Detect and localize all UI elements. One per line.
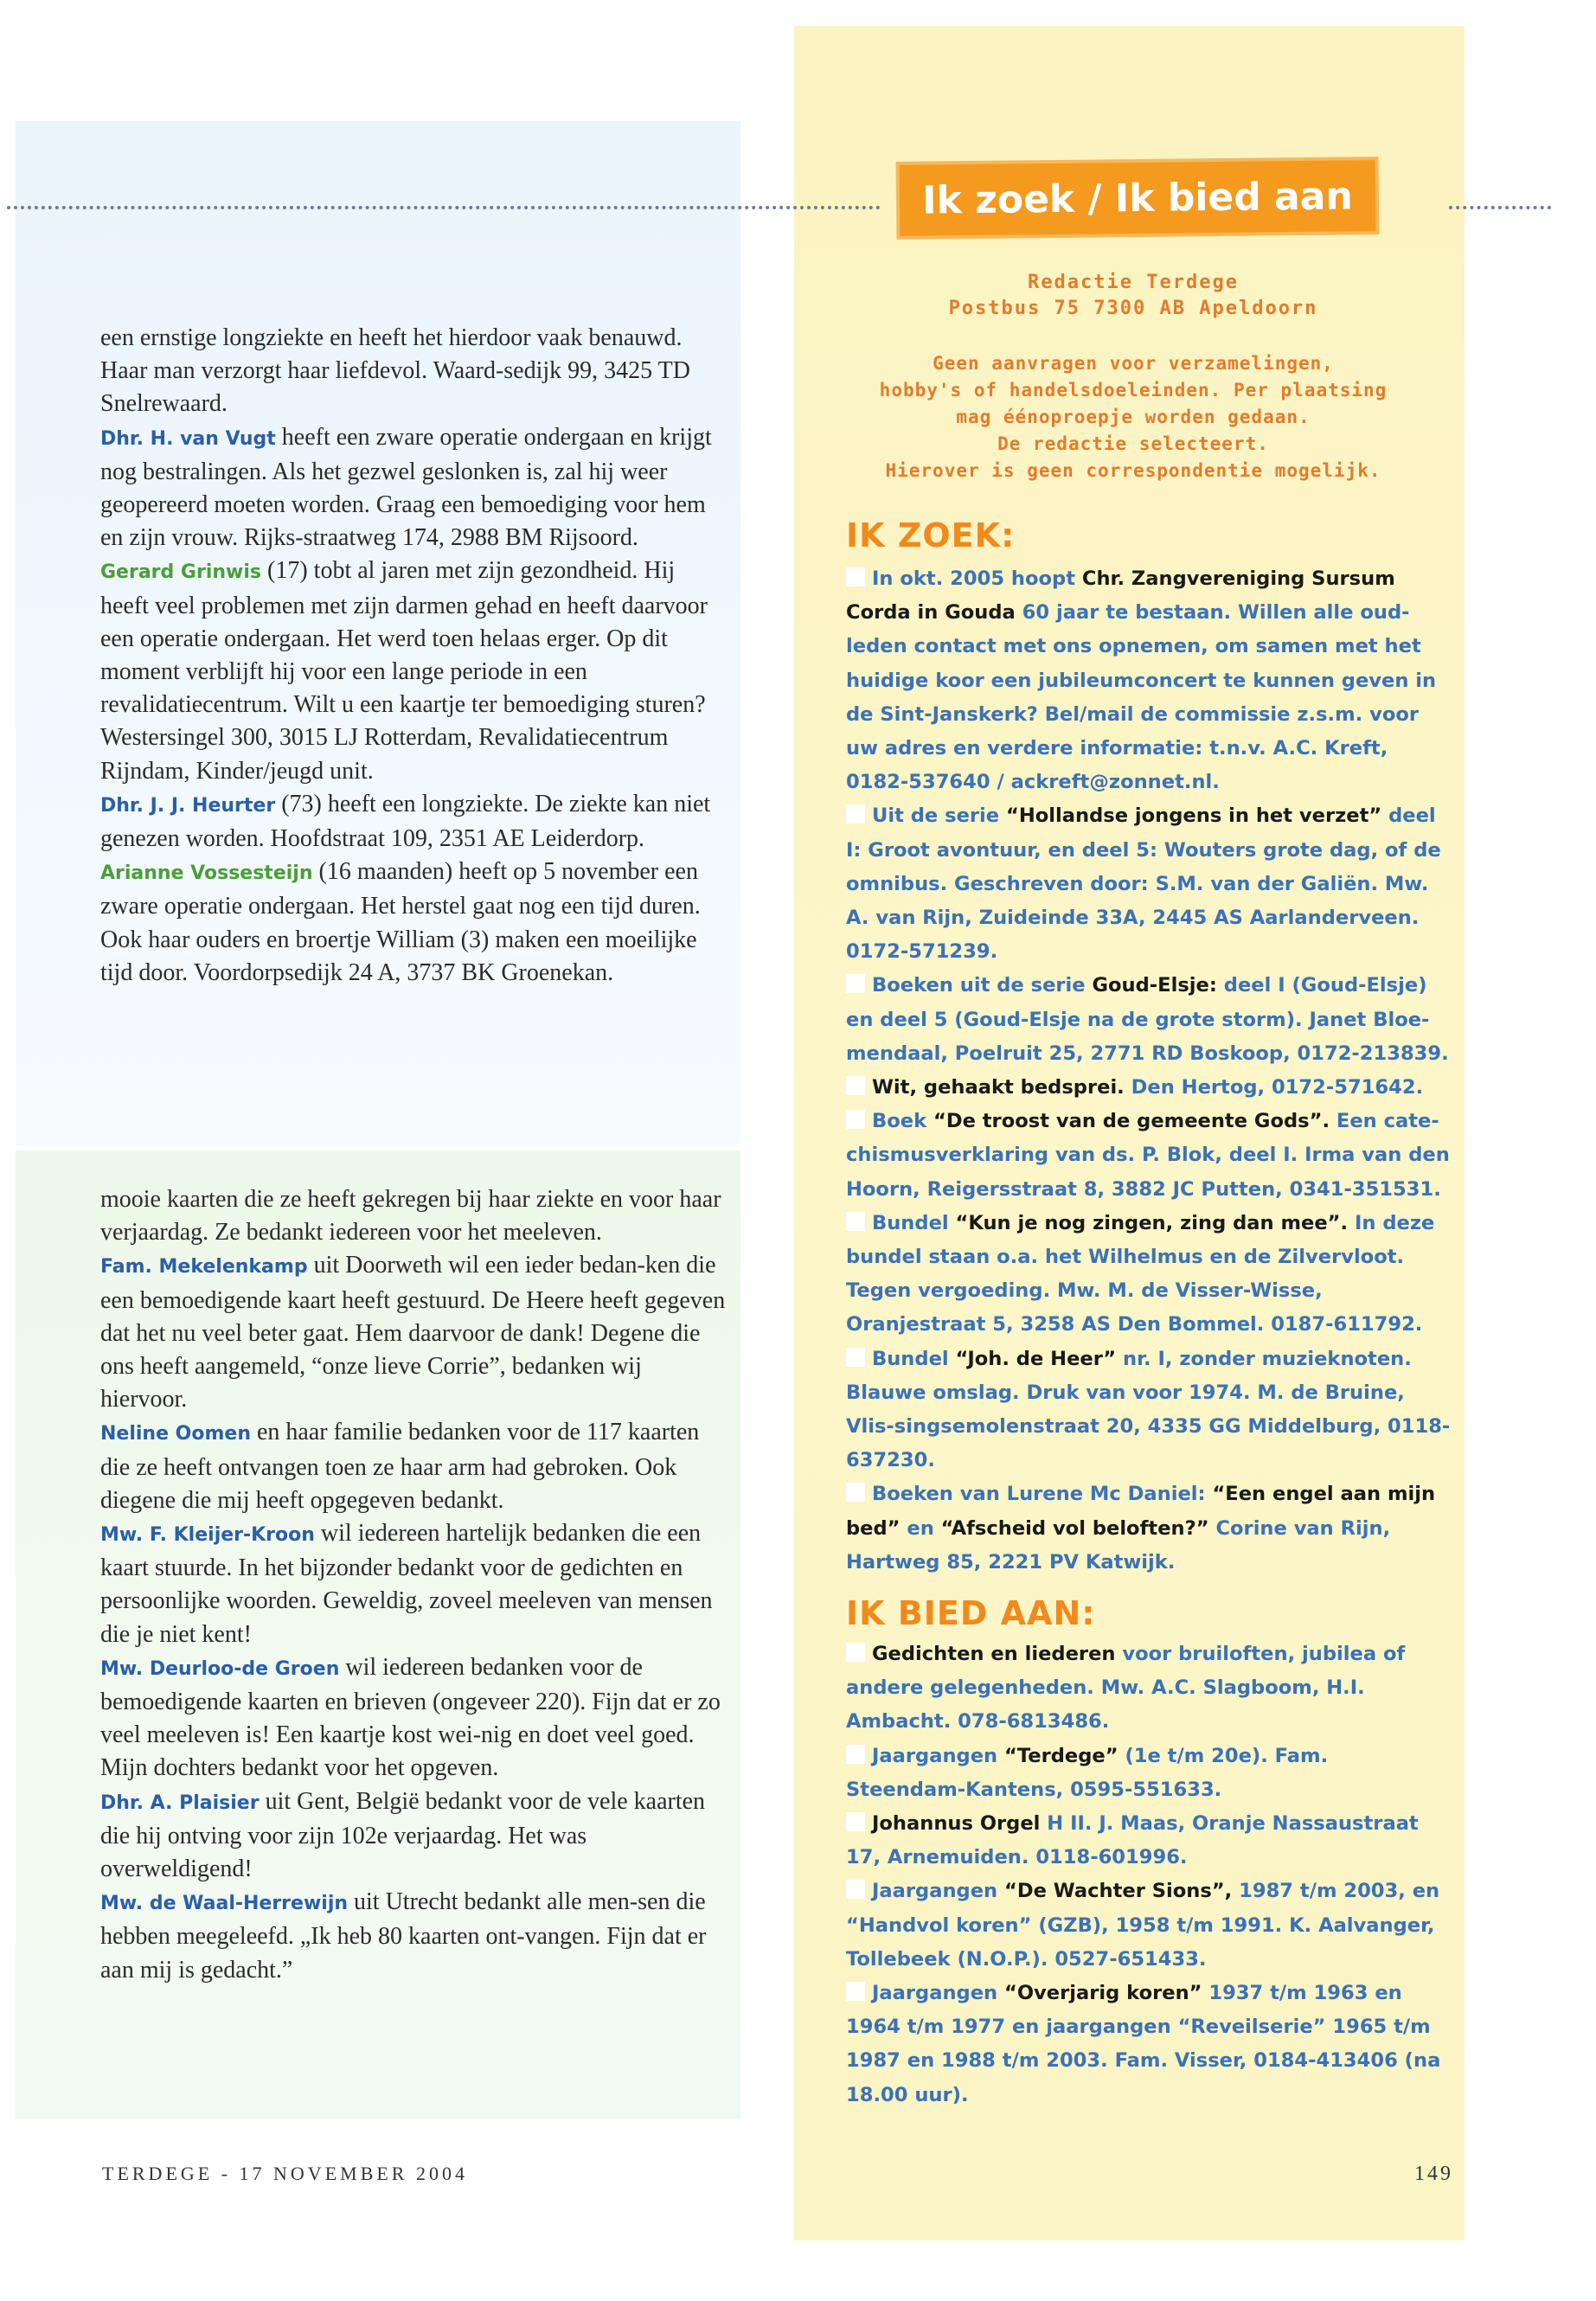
item-highlight: “Een engel aan mijn bed” bbox=[846, 1483, 1436, 1540]
item-intro: Bundel bbox=[872, 1347, 956, 1370]
item-highlight: Goud-Elsje: bbox=[1092, 974, 1217, 997]
address-line: Redactie Terdege bbox=[1028, 272, 1239, 293]
bullet-icon bbox=[846, 1982, 865, 2001]
paragraph-text: uit Gent, België bedankt voor de vele kaarten die hij ontving voor zijn 102e verjaardag. Het was overweldigend! bbox=[100, 1787, 706, 1883]
item-intro: Jaargangen bbox=[872, 1982, 1004, 2005]
ik-zoek-list bbox=[846, 562, 1453, 1580]
item-highlight: “Terdege” bbox=[1004, 1744, 1118, 1767]
item-highlight: “Afscheid vol beloften?” bbox=[940, 1516, 1209, 1540]
item-intro: Boeken uit de serie bbox=[872, 974, 1093, 997]
classified-item bbox=[846, 799, 1453, 969]
article-paragraph bbox=[100, 322, 727, 421]
item-highlight: Wit, gehaakt bedsprei. bbox=[872, 1076, 1125, 1099]
item-details: 60 jaar te bestaan. Willen alle oud-leden contact met ons opnemen, om samen met het huidige koor een jubileumconcert te kunnen geven in de Sint-Janskerk? Bel/mail de commissie z.s.m. voor uw adres en verdere informatie: t.n.v. A.C. Kreft, 0182-537640 / ackreft@zonnet.nl. bbox=[846, 601, 1437, 794]
paragraph-text: en haar familie bedanken voor de 117 kaarten die ze heeft ontvangen toen ze haar arm had gebroken. Ook diegene die mij heeft opgegeven bedankt. bbox=[100, 1419, 700, 1514]
classified-item bbox=[846, 1875, 1453, 1977]
ik-zoek-title: IK ZOEK: bbox=[846, 516, 1016, 554]
item-details: (1e t/m 20e). Fam. Steendam-Kantens, 0595-551633. bbox=[846, 1744, 1329, 1801]
item-highlight: “Overjarig koren” bbox=[1004, 1982, 1202, 2005]
item-highlight: “Joh. de Heer” bbox=[955, 1347, 1117, 1370]
item-intro: In okt. 2005 hoopt bbox=[872, 567, 1082, 590]
paragraph-text: (17) tobt al jaren met zijn gezondheid. Hij heeft veel problemen met zijn darmen gehad en heeft daarvoor een operatie ondergaan. Het werd toen helaas erger. Op dit moment verblijft hij voor een lange periode in een revalidatiecentrum. Wilt u een kaartje ter bemoediging sturen? Westersingel 300, 3015 LJ Rotterdam, Revalidatiecentrum Rijndam, Kinder/jeugd unit. bbox=[100, 557, 708, 785]
paragraph-text: wil iedereen hartelijk bedanken die een kaart stuurde. In het bijzonder bedankt voor de gedichten en persoonlijke woorden. Geweldig, zoveel meeleven van mensen die je niet kent! bbox=[100, 1520, 713, 1648]
dotted-rule-right bbox=[1449, 206, 1551, 209]
item-details: deel I: Groot avontuur, en deel 5: Wouters grote dag, of de omnibus. Geschreven door: S.M. van der Galiën. Mw. A. van Rijn, Zuideinde 33A, 2445 AS Aarlanderveen. 0172-571239. bbox=[846, 804, 1441, 964]
notice-block bbox=[830, 350, 1436, 484]
bullet-icon bbox=[846, 1076, 865, 1095]
left-top-column bbox=[100, 322, 727, 990]
address-block bbox=[830, 270, 1436, 322]
classified-item bbox=[846, 1740, 1453, 1807]
paragraph-text: uit Doorweth wil een ieder bedan-ken die een bemoedigende kaart heeft gestuurd. De Heere heeft gegeven dat het nu veel beter gaat. Hem daarvoor de dank! Degene die ons heeft aangemeld, “onze lieve Corrie”, bedanken wij hiervoor. bbox=[100, 1252, 726, 1413]
bullet-icon bbox=[846, 1110, 865, 1129]
item-intro: Jaargangen bbox=[872, 1880, 1004, 1903]
item-intro: Uit de serie bbox=[872, 804, 1006, 828]
notice-line: De redactie selecteert. bbox=[997, 433, 1269, 454]
classified-item bbox=[846, 1977, 1453, 2112]
item-details: en bbox=[900, 1516, 941, 1540]
classified-item bbox=[846, 1105, 1453, 1207]
article-paragraph bbox=[100, 421, 727, 555]
person-name: Arianne Vossesteijn bbox=[100, 862, 313, 885]
person-name: Mw. Deurloo-de Groen bbox=[100, 1657, 340, 1680]
bullet-icon bbox=[846, 1745, 865, 1764]
item-intro: Boek bbox=[872, 1110, 933, 1133]
item-intro: Boeken van Lurene Mc Daniel: bbox=[872, 1483, 1213, 1506]
paragraph-text: (16 maanden) heeft op 5 november een zware operatie ondergaan. Het herstel gaat nog een tijd duren. Ook haar ouders en broertje William (3) maken een moeilijke tijd door. Voordorpsedijk 24 A, 3737 BK Groenekan. bbox=[100, 858, 701, 986]
item-details: 1937 t/m 1963 en 1964 t/m 1977 en jaargangen “Reveilserie” 1965 t/m 1987 en 1988 t/m 2003. Fam. Visser, 0184-413406 (na 18.00 uur). bbox=[846, 1982, 1441, 2106]
bullet-icon bbox=[846, 1483, 865, 1502]
ik-bied-aan-title: IK BIED AAN: bbox=[846, 1594, 1096, 1632]
person-name: Mw. F. Kleijer-Kroon bbox=[100, 1524, 315, 1547]
person-name: Gerard Grinwis bbox=[100, 561, 262, 584]
bullet-icon bbox=[846, 804, 865, 824]
article-paragraph bbox=[100, 1785, 727, 1887]
item-details: voor bruiloften, jubilea of andere gelegenheden. Mw. A.C. Slagboom, H.I. Ambacht. 078-6813486. bbox=[846, 1643, 1406, 1734]
paragraph-text: uit Utrecht bedankt alle men-sen die hebben meegeleefd. „Ik heb 80 kaarten ont-vangen. Fijn dat er aan mij is gedacht.” bbox=[100, 1888, 707, 1984]
person-name: Dhr. A. Plaisier bbox=[100, 1791, 260, 1814]
item-highlight: Chr. Zangvereniging Sursum Corda in Gouda bbox=[846, 567, 1395, 625]
classified-item bbox=[846, 1638, 1453, 1740]
bullet-icon bbox=[846, 1812, 865, 1831]
classified-item bbox=[846, 969, 1453, 1071]
person-name: Dhr. H. van Vugt bbox=[100, 427, 276, 450]
article-paragraph bbox=[100, 1517, 727, 1651]
classified-item bbox=[846, 1477, 1453, 1580]
page-number: 149 bbox=[1414, 2163, 1453, 2185]
article-paragraph bbox=[100, 1183, 727, 1249]
article-paragraph bbox=[100, 1886, 727, 1987]
bullet-icon bbox=[846, 1212, 865, 1231]
section-header bbox=[900, 160, 1376, 236]
item-details: Den Hertog, 0172-571642. bbox=[1124, 1076, 1424, 1099]
left-bottom-column bbox=[100, 1183, 727, 1987]
classified-item bbox=[846, 1071, 1453, 1105]
item-highlight: “Hollandse jongens in het verzet” bbox=[1005, 804, 1382, 828]
article-paragraph bbox=[100, 856, 727, 990]
bullet-icon bbox=[846, 1643, 865, 1662]
item-details: nr. I, zonder muzieknoten. Blauwe omslag. Druk van voor 1974. M. de Bruine, Vlis-singsemolenstraat 20, 4335 GG Middelburg, 0118-637230. bbox=[846, 1347, 1451, 1472]
person-name: Mw. de Waal-Herrewijn bbox=[100, 1893, 349, 1915]
person-name: Neline Oomen bbox=[100, 1423, 251, 1445]
paragraph-text: wil iedereen bedanken voor de bemoedigende kaarten en brieven (ongeveer 220). Fijn dat er zo veel meeleven is! Een kaartje kost wei-nig en doet veel goed. Mijn dochters bedankt voor het opgeven. bbox=[100, 1653, 721, 1782]
paragraph-text: (73) heeft een longziekte. De ziekte kan niet genezen worden. Hoofdstraat 109, 2351 AE Leiderdorp. bbox=[100, 790, 711, 853]
paragraph-text: mooie kaarten die ze heeft gekregen bij haar ziekte en voor haar verjaardag. Ze bedankt iedereen voor het meeleven. bbox=[100, 1186, 721, 1247]
classified-item bbox=[846, 562, 1453, 799]
dotted-rule-left bbox=[7, 206, 881, 209]
address-line: Postbus 75 7300 AB Apeldoorn bbox=[948, 298, 1318, 319]
article-paragraph bbox=[100, 554, 727, 787]
item-details: deel I (Goud-Elsje) en deel 5 (Goud-Elsje na de grote storm). Janet Bloe-mendaal, Poelruit 25, 2771 RD Boskoop, 0172-213839. bbox=[846, 974, 1449, 1065]
item-details: 1987 t/m 2003, en “Handvol koren” (GZB), 1958 t/m 1991. K. Aalvanger, Tollebeek (N.O.P.). 0527-651433. bbox=[846, 1880, 1440, 1971]
item-details: Corine van Rijn, Hartweg 85, 2221 PV Katwijk. bbox=[846, 1516, 1391, 1574]
item-highlight: Johannus Orgel bbox=[872, 1812, 1041, 1836]
ik-bied-aan-list bbox=[846, 1638, 1453, 2112]
item-intro: Jaargangen bbox=[872, 1744, 1004, 1767]
notice-line: Geen aanvragen voor verzamelingen, bbox=[933, 353, 1334, 374]
item-intro: Bundel bbox=[872, 1211, 956, 1234]
section-header-title: Ik zoek / Ik bied aan bbox=[921, 173, 1354, 223]
notice-line: hobby's of handelsdoeleinden. Per plaatsing bbox=[879, 380, 1388, 401]
classified-item bbox=[846, 1807, 1453, 1875]
paragraph-text: heeft een zware operatie ondergaan en krijgt nog bestralingen. Als het gezwel geslonken is, zal hij weer geopereerd moeten worden. Graag een bemoediging voor hem en zijn vrouw. Rijks-straatweg 174, 2988 BM Rijsoord. bbox=[100, 423, 712, 552]
footer-publication: TERDEGE - 17 NOVEMBER 2004 bbox=[102, 2163, 468, 2184]
item-highlight: Gedichten en liederen bbox=[872, 1643, 1116, 1665]
item-highlight: “De troost van de gemeente Gods”. bbox=[933, 1110, 1330, 1133]
bullet-icon bbox=[846, 1880, 865, 1899]
notice-line: mag éénoproepje worden gedaan. bbox=[956, 407, 1311, 427]
article-paragraph bbox=[100, 1651, 727, 1785]
classified-item bbox=[846, 1343, 1453, 1478]
item-highlight: “De Wachter Sions”, bbox=[1004, 1880, 1233, 1903]
bullet-icon bbox=[846, 974, 865, 993]
bullet-icon bbox=[846, 567, 865, 586]
article-paragraph bbox=[100, 1249, 727, 1416]
person-name: Dhr. J. J. Heurter bbox=[100, 794, 276, 817]
item-highlight: “Kun je nog zingen, zing dan mee”. bbox=[955, 1211, 1349, 1234]
notice-line: Hierover is geen correspondentie mogelijk. bbox=[885, 460, 1381, 481]
article-paragraph bbox=[100, 1416, 727, 1517]
item-details: Een cate-chismusverklaring van ds. P. Blok, deel I. Irma van den Hoorn, Reigersstraat 8, 3882 JC Putten, 0341-351531. bbox=[846, 1110, 1450, 1201]
paragraph-text: een ernstige longziekte en heeft het hierdoor vaak benauwd. Haar man verzorgt haar liefdevol. Waard-sedijk 99, 3425 TD Snelrewaard. bbox=[100, 324, 690, 418]
article-paragraph bbox=[100, 788, 727, 856]
bullet-icon bbox=[846, 1348, 865, 1367]
classified-item bbox=[846, 1207, 1453, 1343]
item-details: In deze bundel staan o.a. het Wilhelmus en de Zilvervloot. Tegen vergoeding. Mw. M. de Visser-Wisse, Oranjestraat 5, 3258 AS Den Bommel. 0187-611792. bbox=[846, 1211, 1435, 1336]
person-name: Fam. Mekelenkamp bbox=[100, 1256, 308, 1279]
item-details: H II. J. Maas, Oranje Nassaustraat 17, Arnemuiden. 0118-601996. bbox=[846, 1812, 1419, 1869]
